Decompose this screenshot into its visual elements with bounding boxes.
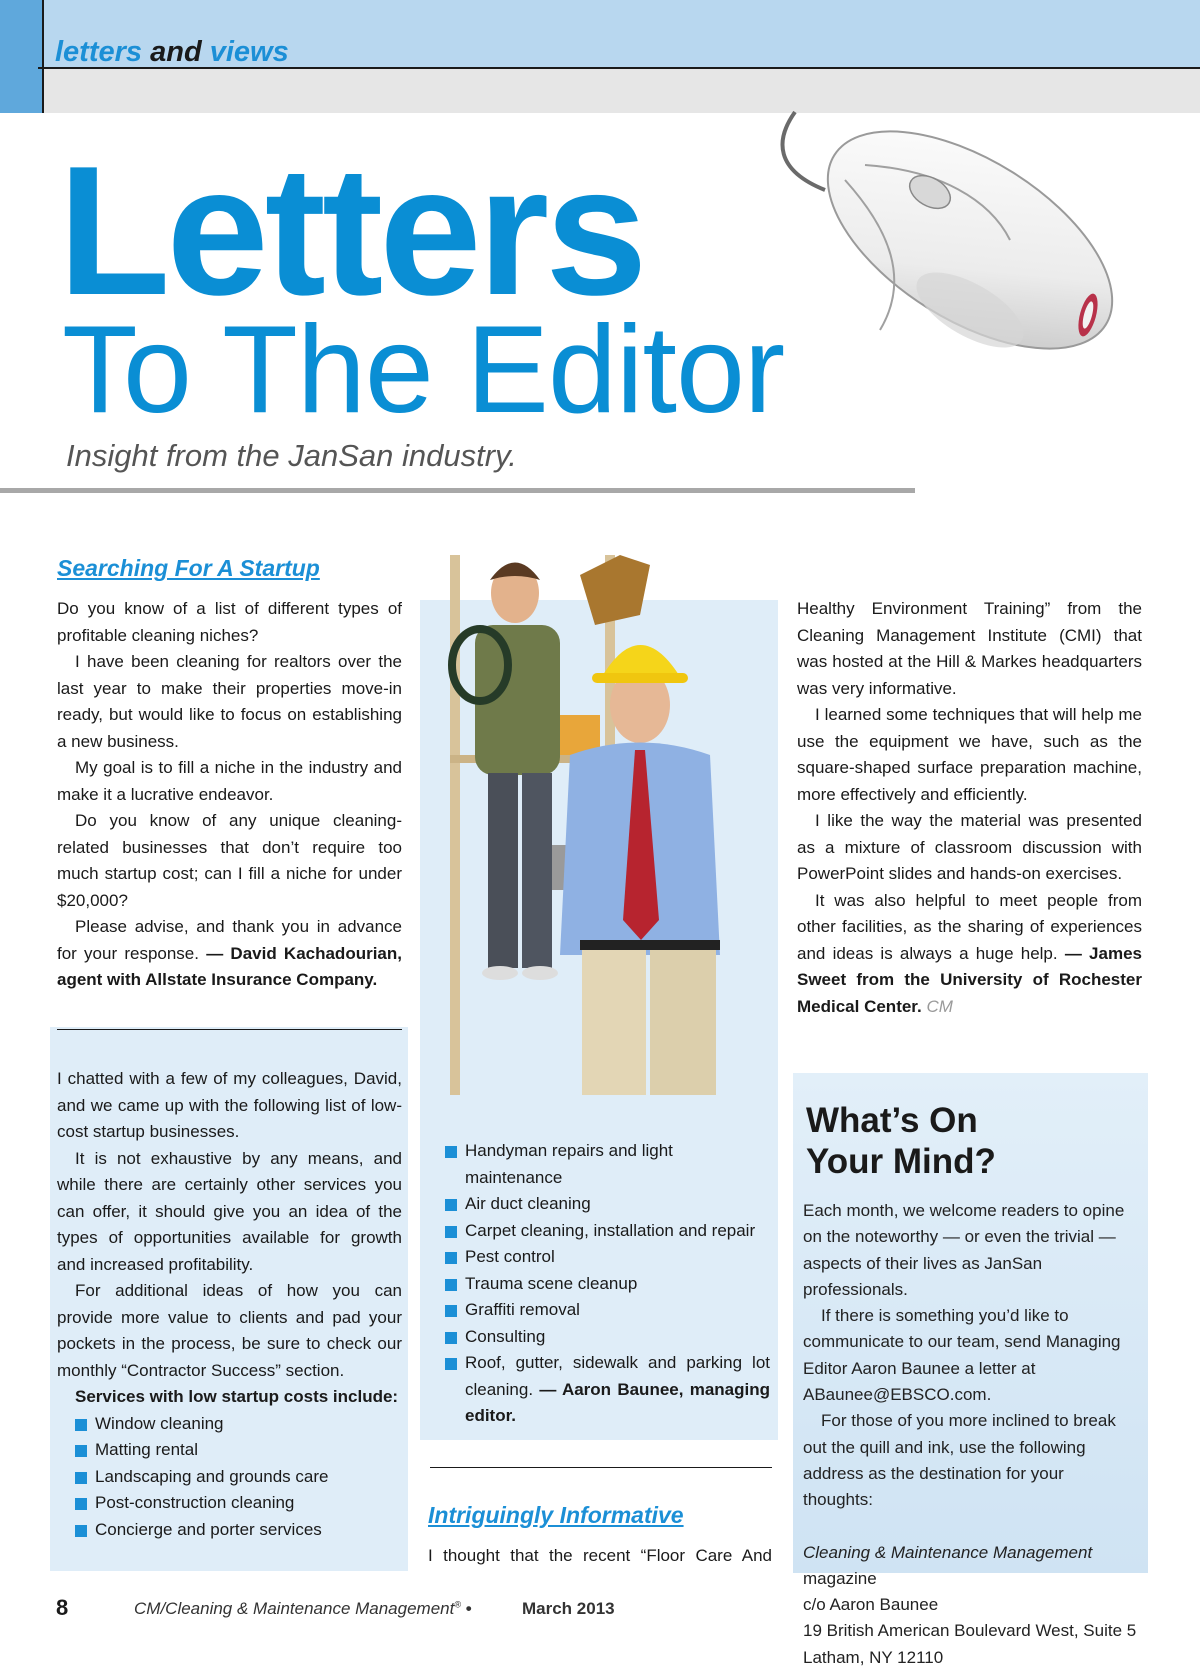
letter1-paragraph: My goal is to fill a niche in the industry and make it a lucrative endeavor. [57, 758, 402, 804]
list-item: Consulting [445, 1324, 770, 1351]
section-label-word2: and [150, 36, 202, 68]
footer-publication: CM/Cleaning & Maintenance Management® • [134, 1599, 472, 1618]
workers-photo [430, 545, 730, 1100]
bullet-square-icon [445, 1279, 457, 1291]
letter1-heading: Searching For A Startup [57, 555, 320, 581]
list-item: Handyman repairs and light maintenance [445, 1138, 770, 1191]
reply-signature: — Aaron Baunee, managing editor. [465, 1379, 770, 1425]
list-item: Roof, gutter, sidewalk and parking lot cleaning. — Aaron Baunee, managing editor. [445, 1350, 770, 1430]
services-list-b [445, 1138, 770, 1350]
reply-body [57, 1066, 402, 1543]
letter2-paragraph: It was also helpful to meet people from other facilities, as the sharing of experiences and ideas is always a huge help. — James Sweet from the University of Rochester Medical Center. CM [797, 890, 1142, 1016]
bullet-square-icon [445, 1305, 457, 1317]
computer-mouse-icon [770, 110, 1170, 440]
letter2-heading: Intriguingly Informative [428, 1502, 684, 1528]
center-list [445, 1138, 770, 1430]
bullet-square-icon [445, 1332, 457, 1344]
reply-paragraph: It is not exhaustive by any means, and while there are certainly other services you can offer, it should give you an idea of the types of opportunities available for growth and increased profitability. [57, 1148, 402, 1274]
mailing-address-line1: Cleaning & Maintenance Management magazine [803, 1542, 1093, 1588]
center-divider [430, 1467, 772, 1468]
reply-paragraph: For additional ideas of how you can provide more value to clients and pad your pockets in the process, be sure to check our monthly “Contractor Success” section. [57, 1281, 402, 1380]
footer-date: March 2013 [522, 1599, 615, 1618]
bullet-square-icon [75, 1498, 87, 1510]
whats-on-mind-paragraph: Each month, we welcome readers to opine on the noteworthy — or even the trivial — aspects of their lives as JanSan professionals. [803, 1201, 1125, 1299]
whats-on-mind-body [803, 1198, 1138, 1671]
letter2-opening-line: I thought that the recent “Floor Care And [428, 1546, 772, 1565]
whats-on-mind-title-line2: Your Mind? [806, 1142, 996, 1181]
letter2-signature: — James Sweet from the University of Rochester Medical Center. [797, 943, 1142, 1016]
header-gray-band [0, 68, 1200, 113]
bullet-square-icon [445, 1252, 457, 1264]
services-list-a [75, 1411, 402, 1544]
letter1-paragraph: I have been cleaning for realtors over the last year to make their properties move-in ready, but would like to focus on establishing a new business. [57, 652, 402, 751]
list-item: Graffiti removal [445, 1297, 770, 1324]
whats-on-mind-title-line1: What’s On [806, 1101, 978, 1140]
letter1-paragraph: Do you know of any unique cleaning-related businesses that don’t require too much startup cost; can I fill a niche for under $20,000? [57, 811, 402, 910]
whats-on-mind-paragraph: If there is something you’d like to communicate to our team, send Managing Editor Aaron Baunee a letter at ABaunee@EBSCO.com. [803, 1306, 1121, 1405]
list-item: Carpet cleaning, installation and repair [445, 1218, 770, 1245]
mailing-address-line2: c/o Aaron Baunee [803, 1595, 939, 1615]
page-title-line2: To The Editor [62, 301, 785, 439]
list-item: Matting rental [75, 1437, 402, 1464]
letter2-paragraph: Healthy Environment Training” from the Cleaning Management Institute (CMI) that was hosted at the Hill & Markes headquarters was very informative. [797, 599, 1142, 698]
list-item: Window cleaning [75, 1411, 402, 1438]
letter2-opening [428, 1543, 772, 1570]
bullet-square-icon [75, 1525, 87, 1537]
whats-on-mind-title [806, 1100, 996, 1182]
letter2-body [797, 596, 1142, 1020]
list-item: Pest control [445, 1244, 770, 1271]
list-item: Concierge and porter services [75, 1517, 402, 1544]
bullet-square-icon [75, 1419, 87, 1431]
bullet-square-icon [75, 1445, 87, 1457]
whats-on-mind-paragraph: For those of you more inclined to break out the quill and ink, use the following address as the destination for your thoughts: [803, 1411, 1116, 1510]
services-list-heading: Services with low startup costs include: [75, 1387, 399, 1406]
letter1-paragraph: Please advise, and thank you in advance for your response. — David Kachadourian, agent with Allstate Insurance Company. [57, 917, 402, 989]
bullet-square-icon [445, 1146, 457, 1158]
mailing-address-line4: Latham, NY 12110 [803, 1647, 944, 1667]
letter2-paragraph: I learned some techniques that will help me use the equipment we have, such as the square-shaped surface preparation machine, more effectively and efficiently. [797, 705, 1142, 804]
reply-divider [57, 1029, 402, 1030]
bullet-square-icon [75, 1472, 87, 1484]
header-vertical-rule [42, 0, 44, 113]
page-number: 8 [56, 1595, 69, 1620]
end-mark: CM [926, 996, 953, 1016]
section-label-word3: views [209, 36, 289, 68]
bullet-square-icon [445, 1199, 457, 1211]
mailing-address-line3: 19 British American Boulevard West, Suite 5 [803, 1621, 1137, 1641]
page-subtitle: Insight from the JanSan industry. [66, 438, 517, 473]
list-item: Landscaping and grounds care [75, 1464, 402, 1491]
letter2-paragraph: I like the way the material was presented as a mixture of classroom discussion with PowerPoint slides and hands-on exercises. [797, 811, 1142, 883]
list-item: Trauma scene cleanup [445, 1271, 770, 1298]
header-accent-block [0, 0, 42, 113]
section-label [55, 36, 289, 69]
letter1-paragraph: Do you know of a list of different types of profitable cleaning niches? [57, 599, 402, 645]
services-list-final [445, 1350, 770, 1430]
letter1-body [57, 596, 402, 994]
letter1-signature: — David Kachadourian, agent with Allstate Insurance Company. [57, 943, 402, 989]
reply-paragraph: I chatted with a few of my colleagues, David, and we came up with the following list of low-cost startup businesses. [57, 1069, 402, 1141]
page-title: Letters [58, 127, 644, 333]
list-item: Air duct cleaning [445, 1191, 770, 1218]
list-item: Post-construction cleaning [75, 1490, 402, 1517]
bullet-square-icon [445, 1226, 457, 1238]
title-divider [0, 488, 915, 493]
section-label-word1: letters [55, 36, 143, 68]
bullet-square-icon [445, 1358, 457, 1370]
